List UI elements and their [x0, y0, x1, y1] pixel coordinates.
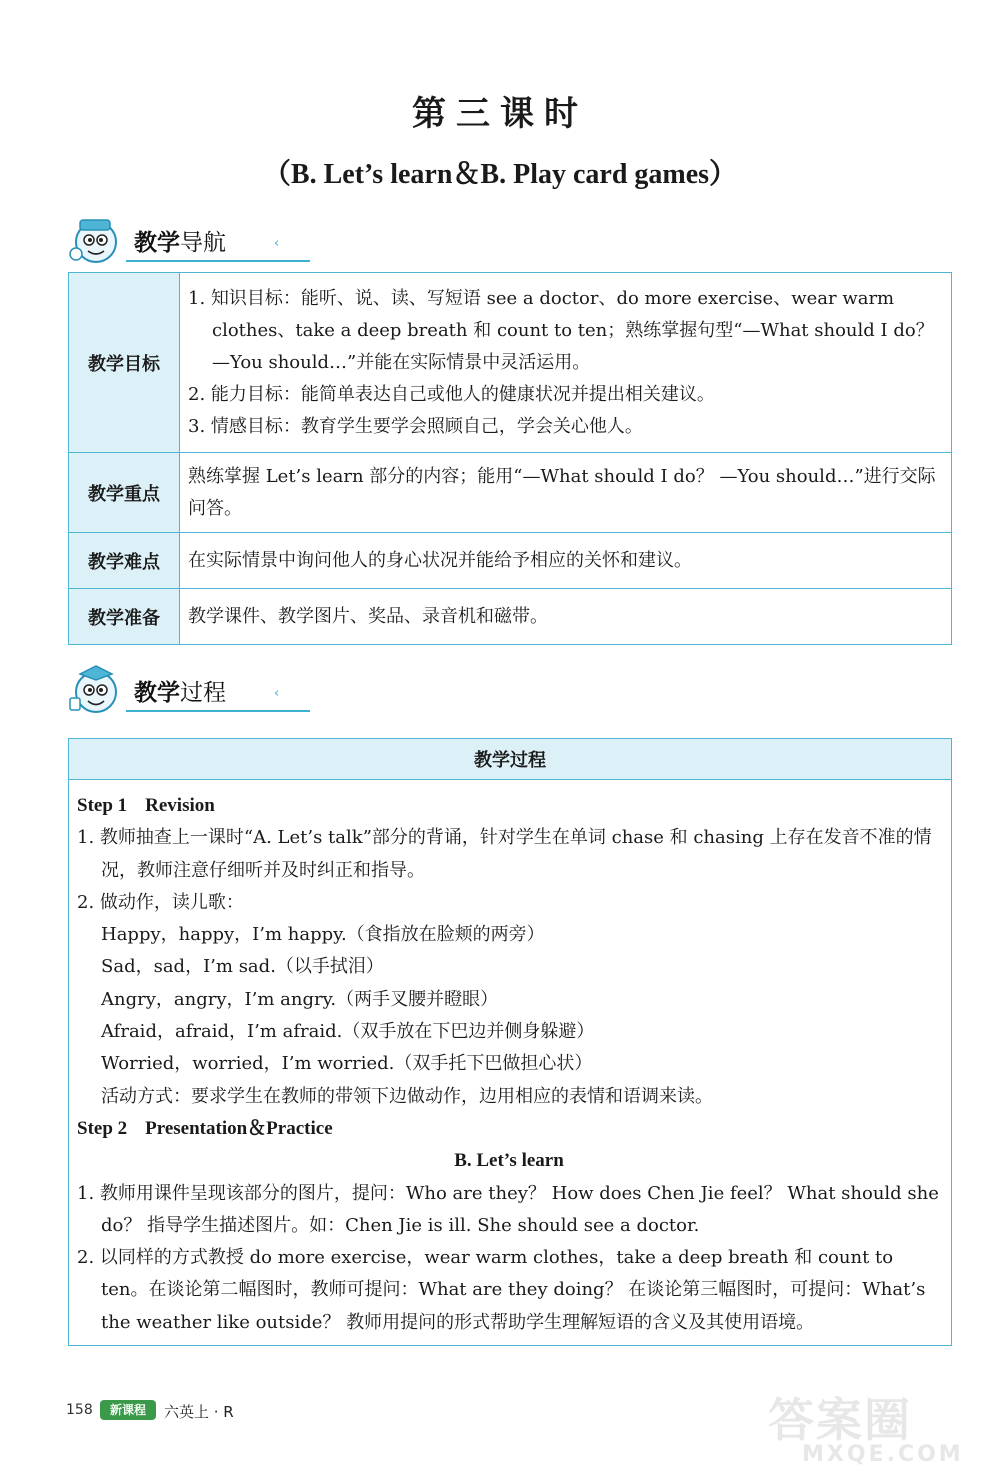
- table-row: [69, 273, 952, 453]
- row-head: 教学难点: [69, 533, 180, 589]
- section-label: [134, 674, 226, 707]
- section-label: [134, 224, 226, 257]
- table-header: 教学过程: [69, 739, 952, 780]
- section-label-bold: 教学: [134, 680, 180, 706]
- series-badge: 新课程: [100, 1400, 156, 1420]
- table-row: [69, 533, 952, 589]
- list-item: 3. 情感目标：教育学生要学会照顾自己，学会关心他人。: [188, 415, 643, 437]
- step-number: Step 1: [77, 795, 128, 816]
- table-row: [69, 589, 952, 645]
- mascot-icon: [66, 664, 128, 716]
- page-subtitle: （B. Let’s learn＆B. Play card games）: [262, 159, 738, 190]
- row-body: 熟练掌握 Let’s learn 部分的内容；能用“—What should I do？ —You should…”进行交际问答。: [180, 453, 952, 533]
- step-subheading: B. Let’s learn: [454, 1150, 564, 1172]
- section-underline: [126, 260, 310, 262]
- chant-line: Sad，sad，I’m sad.（以手拭泪）: [101, 956, 384, 978]
- list-item: 2. 以同样的方式教授 do more exercise，wear warm clothes，take a deep breath 和 count to ten。在谈论第二幅图时，教师可提问：What are they doing？ 在谈论第三幅图时，可提问：What’s the weather like outside？ 教师用提问的形式帮助学生理解短语的含义及其使用语境。: [77, 1247, 926, 1333]
- chant-line: Worried，worried，I’m worried.（双手托下巴做担心状）: [101, 1053, 593, 1075]
- mascot-icon: [66, 214, 128, 266]
- list-item: 1. 知识目标：能听、说、读、写短语 see a doctor、do more exercise、wear warm clothes、take a deep breath 和 count to ten；熟练掌握句型“—What should I do？ —You should…”并能在实际情景中灵活运用。: [188, 287, 934, 373]
- row-head: 教学重点: [69, 453, 180, 533]
- chevron-left-icon: ‹: [274, 236, 280, 251]
- teaching-goals-table: [68, 272, 952, 645]
- chevron-left-icon: ‹: [274, 686, 280, 701]
- chant-line: Afraid，afraid，I’m afraid.（双手放在下巴边并侧身躲避）: [101, 1021, 595, 1043]
- section-underline: [126, 710, 310, 712]
- step-name: Presentation＆Practice: [145, 1117, 333, 1139]
- book-label: 六英上 · R: [164, 1403, 234, 1421]
- activity-note: 活动方式：要求学生在教师的带领下边做动作，边用相应的表情和语调来读。: [101, 1085, 713, 1107]
- step-heading: [77, 1113, 941, 1145]
- row-body: [180, 273, 952, 453]
- chant-line: Happy，happy，I’m happy.（食指放在脸颊的两旁）: [101, 924, 545, 946]
- table-row: [69, 780, 952, 1346]
- watermark-url: MXQE.COM: [802, 1442, 964, 1467]
- table-row: [69, 453, 952, 533]
- section-header-nav: [66, 214, 310, 266]
- chant-line: Angry，angry，I’m angry.（两手叉腰并瞪眼）: [101, 988, 499, 1010]
- page-footer: [66, 1398, 306, 1424]
- section-header-process: [66, 664, 310, 716]
- section-label-bold: 教学: [134, 230, 180, 256]
- step-name: Revision: [145, 795, 215, 816]
- section-label-light: 导航: [180, 230, 226, 256]
- page-title: 第三课时: [412, 94, 588, 134]
- step-heading: [77, 790, 941, 822]
- process-content: [69, 780, 952, 1346]
- section-label-light: 过程: [180, 680, 226, 706]
- teaching-process-table: [68, 738, 952, 1346]
- row-head: 教学准备: [69, 589, 180, 645]
- page-number: 158: [66, 1402, 93, 1418]
- list-item: 2. 做动作，读儿歌：: [77, 891, 244, 913]
- watermark-text: 答案圈: [768, 1393, 912, 1447]
- row-head: 教学目标: [69, 273, 180, 453]
- watermark: [768, 1384, 988, 1474]
- list-item: 2. 能力目标：能简单表达自己或他人的健康状况并提出相关建议。: [188, 383, 715, 405]
- table-row: [69, 739, 952, 780]
- row-body: 教学课件、教学图片、奖品、录音机和磁带。: [180, 589, 952, 645]
- list-item: 1. 教师抽查上一课时“A. Let’s talk”部分的背诵，针对学生在单词 chase 和 chasing 上存在发音不准的情况，教师注意仔细听并及时纠正和指导。: [77, 827, 932, 881]
- list-item: 1. 教师用课件呈现该部分的图片，提问：Who are they？ How does Chen Jie feel？ What should she do？ 指导学生描述图片。如：Chen Jie is ill. She should see a doctor.: [77, 1182, 939, 1236]
- step-number: Step 2: [77, 1117, 128, 1139]
- row-body: 在实际情景中询问他人的身心状况并能给予相应的关怀和建议。: [180, 533, 952, 589]
